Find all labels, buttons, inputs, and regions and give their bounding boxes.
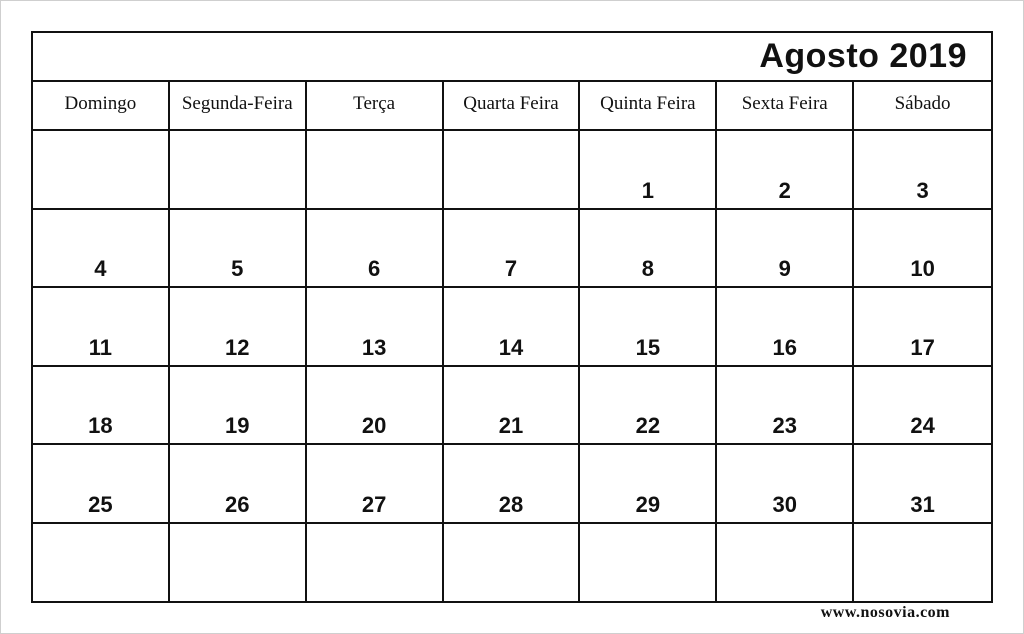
weekday-header: Quarta Feira xyxy=(444,82,581,131)
day-cell xyxy=(580,210,717,289)
day-cell xyxy=(170,524,307,603)
day-number: 11 xyxy=(88,334,113,360)
day-number: 10 xyxy=(910,256,935,281)
day-cell xyxy=(580,288,717,367)
calendar-grid xyxy=(33,82,991,602)
day-cell xyxy=(717,288,854,367)
weekday-header: Segunda-Feira xyxy=(170,82,307,131)
day-number: 24 xyxy=(910,413,935,438)
day-cell xyxy=(717,367,854,446)
weekday-header: Sexta Feira xyxy=(717,82,854,131)
day-cell xyxy=(170,445,307,524)
day-cell xyxy=(854,524,991,603)
weekday-header: Quinta Feira xyxy=(580,82,717,131)
day-number: 14 xyxy=(498,334,524,360)
day-cell xyxy=(854,131,991,210)
day-number: 8 xyxy=(641,256,654,281)
day-cell xyxy=(580,524,717,603)
day-number: 19 xyxy=(225,413,250,438)
day-number: 25 xyxy=(88,491,113,517)
day-number: 27 xyxy=(361,491,387,517)
day-cell xyxy=(854,367,991,446)
day-number: 22 xyxy=(635,413,661,438)
day-cell xyxy=(33,524,170,603)
day-number: 1 xyxy=(641,177,654,203)
day-number: 12 xyxy=(225,334,250,360)
day-number: 2 xyxy=(778,177,791,203)
day-cell xyxy=(170,210,307,289)
day-cell xyxy=(307,288,444,367)
day-cell xyxy=(854,288,991,367)
day-cell xyxy=(854,445,991,524)
day-number: 29 xyxy=(635,491,661,517)
title-row xyxy=(33,33,991,82)
day-cell xyxy=(854,210,991,289)
day-cell xyxy=(307,131,444,210)
day-number: 9 xyxy=(778,256,791,281)
day-number: 15 xyxy=(635,334,661,360)
day-number: 20 xyxy=(361,413,387,438)
day-cell xyxy=(444,367,581,446)
day-cell xyxy=(580,367,717,446)
day-cell xyxy=(717,524,854,603)
day-cell xyxy=(444,288,581,367)
day-cell xyxy=(580,131,717,210)
calendar xyxy=(31,31,993,603)
day-number: 30 xyxy=(772,491,797,517)
weekday-header: Terça xyxy=(307,82,444,131)
weekday-header: Domingo xyxy=(33,82,170,131)
day-number: 7 xyxy=(504,256,518,281)
day-number: 18 xyxy=(88,413,113,438)
day-number: 3 xyxy=(916,177,929,203)
day-number: 6 xyxy=(368,256,381,281)
day-number: 28 xyxy=(498,491,524,517)
day-number: 5 xyxy=(231,256,244,281)
day-cell xyxy=(33,367,170,446)
day-cell xyxy=(33,288,170,367)
day-cell xyxy=(717,131,854,210)
day-cell xyxy=(444,131,581,210)
day-number: 31 xyxy=(910,491,935,517)
day-cell xyxy=(307,367,444,446)
day-cell xyxy=(444,445,581,524)
day-number: 23 xyxy=(772,413,797,438)
day-cell xyxy=(307,210,444,289)
calendar-title: Agosto 2019 xyxy=(759,37,967,75)
day-cell xyxy=(307,445,444,524)
day-number: 17 xyxy=(910,334,935,360)
day-number: 26 xyxy=(225,491,250,517)
day-cell xyxy=(307,524,444,603)
day-number: 16 xyxy=(772,334,797,360)
weekday-header: Sábado xyxy=(854,82,991,131)
day-cell xyxy=(170,131,307,210)
day-cell xyxy=(444,210,581,289)
day-cell xyxy=(717,445,854,524)
day-cell xyxy=(444,524,581,603)
footer-url: www.nosovia.com xyxy=(820,604,950,621)
day-number: 21 xyxy=(498,413,524,438)
day-cell xyxy=(717,210,854,289)
day-number: 4 xyxy=(94,256,107,281)
day-cell xyxy=(170,367,307,446)
day-cell xyxy=(580,445,717,524)
day-cell xyxy=(33,210,170,289)
day-cell xyxy=(33,445,170,524)
day-cell xyxy=(170,288,307,367)
day-number: 13 xyxy=(361,334,387,360)
day-cell xyxy=(33,131,170,210)
